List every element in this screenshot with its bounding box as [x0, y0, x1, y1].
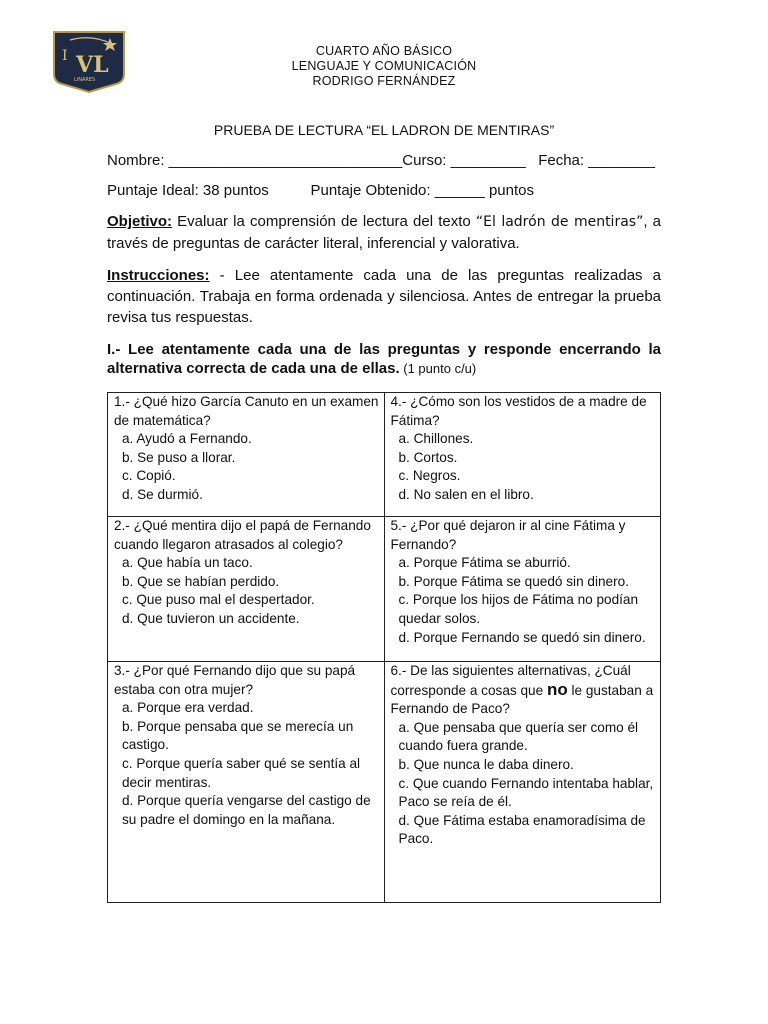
option-a: a. Que pensaba que quería ser como él cuando fuera grande. — [398, 719, 639, 754]
question-2 — [108, 517, 385, 662]
option-a: a. Chillones. — [398, 431, 474, 447]
option-c: c. Porque los hijos de Fátima no podían quedar solos. — [398, 592, 639, 626]
option-d: d. Porque Fernando se quedó sin dinero. — [398, 629, 646, 645]
section-points: (1 punto c/u) — [399, 361, 477, 376]
section-heading-text: I.- Lee atentamente cada una de las preguntas y responde encerrando la alternativa correcta de cada una de ellas. — [107, 341, 661, 377]
questions-table — [107, 392, 661, 903]
instructions — [107, 265, 661, 328]
svg-text:VL: VL — [76, 52, 109, 78]
svg-text:I: I — [62, 48, 68, 64]
subject-label: LENGUAJE Y COMUNICACIÓN — [291, 59, 477, 73]
option-c: c. Copió. — [122, 468, 176, 484]
objective-label: Objetivo: — [107, 213, 173, 230]
option-c: c. Que puso mal el despertador. — [122, 592, 315, 608]
svg-text:LINARES: LINARES — [74, 77, 96, 83]
question-stem: 1.- ¿Qué hizo García Canuto en un examen de matemática? — [114, 394, 379, 428]
objective-text-a: Evaluar la comprensión de lectura del texto — [172, 213, 476, 230]
instructions-text: - Lee atentamente cada una de las preguntas realizadas a continuación. Trabaja en forma ordenada y silenciosa. Antes de entregar la prueba revisa tus respuestas. — [107, 267, 661, 326]
question-stem-emphasis: no — [546, 679, 568, 699]
option-a: a. Que había un taco. — [122, 555, 253, 571]
option-c: c. Que cuando Fernando intentaba hablar, Paco se reía de él. — [398, 775, 654, 810]
objective-text-c: , a través de preguntas de carácter literal, inferencial y valorativa. — [107, 213, 662, 252]
test-title: PRUEBA DE LECTURA “EL LADRON DE MENTIRAS” — [213, 122, 555, 138]
question-stem: 5.- ¿Por qué dejaron ir al cine Fátima y Fernando? — [390, 518, 626, 552]
question-stem-a: 6.- De las siguientes alternativas, ¿Cuál corresponde a cosas que — [390, 663, 631, 698]
question-5 — [384, 517, 661, 662]
section-heading — [107, 340, 661, 378]
option-d: d. Porque quería vengarse del castigo de su padre el domingo en la mañana. — [122, 793, 371, 827]
document-header — [0, 44, 768, 89]
question-6 — [384, 662, 661, 903]
option-b: b. Que se habían perdido. — [122, 573, 280, 589]
option-a: a. Porque era verdad. — [122, 700, 254, 716]
question-stem — [391, 662, 657, 719]
option-b: b. Porque pensaba que se merecía un castigo. — [122, 718, 354, 753]
option-a: a. Ayudó a Fernando. — [122, 431, 252, 447]
option-b: b. Que nunca le daba dinero. — [398, 756, 574, 772]
option-d: d. Que Fátima estaba enamoradísima de Paco. — [398, 812, 646, 847]
question-stem: 4.- ¿Cómo son los vestidos de a madre de Fátima? — [390, 394, 647, 428]
option-c: c. Negros. — [398, 468, 461, 484]
teacher-name: RODRIGO FERNÁNDEZ — [312, 74, 456, 88]
option-b: b. Porque Fátima se quedó sin dinero. — [398, 573, 629, 589]
question-stem: 3.- ¿Por qué Fernando dijo que su papá estaba con otra mujer? — [114, 663, 356, 697]
score-fields: Puntaje Ideal: 38 puntos Puntaje Obtenido: ______ puntos — [107, 182, 534, 199]
option-d: d. Se durmió. — [122, 486, 203, 502]
question-3 — [108, 662, 385, 903]
question-4 — [384, 393, 661, 517]
objective-book-title: “El ladrón de mentiras” — [475, 214, 644, 230]
question-stem: 2.- ¿Qué mentira dijo el papá de Fernando cuando llegaron atrasados al colegio? — [114, 518, 371, 552]
question-stem-b: le gustaban a Fernando de Paco? — [390, 682, 654, 717]
instructions-label: Instrucciones: — [107, 267, 210, 284]
option-c: c. Porque quería saber qué se sentía al decir mentiras. — [122, 755, 361, 790]
option-d: d. Que tuvieron un accidente. — [122, 610, 300, 626]
question-1 — [108, 393, 385, 517]
option-d: d. No salen en el libro. — [398, 486, 534, 502]
option-a: a. Porque Fátima se aburrió. — [398, 555, 571, 571]
objective — [107, 211, 661, 254]
option-b: b. Se puso a llorar. — [122, 449, 236, 465]
grade-label: CUARTO AÑO BÁSICO — [315, 44, 453, 58]
option-b: b. Cortos. — [398, 449, 458, 465]
student-fields: Nombre: ____________________________Curso: _________ Fecha: ________ — [107, 152, 655, 169]
